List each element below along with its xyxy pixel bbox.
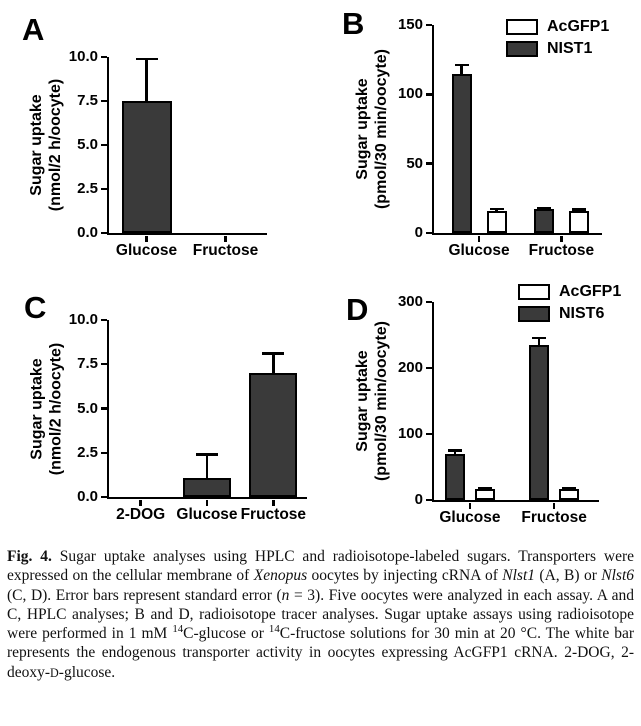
panel-B-ytick-mark — [426, 24, 432, 26]
panel-D-y-axis-title-line2: (pmol/30 min/oocyte) — [373, 320, 390, 482]
caption-segment: -glucose. — [58, 663, 116, 681]
panel-B-error-bar-cap — [455, 64, 469, 66]
panel-C-ytick-label: 0.0 — [77, 488, 98, 505]
panel-C-ytick-label: 5.0 — [77, 399, 98, 417]
caption-segment: Nlst6 — [601, 567, 634, 585]
panel-D-letter: D — [346, 292, 369, 327]
panel-D-error-bar-cap — [448, 449, 462, 451]
panel-D-bar-glucose-nist6 — [445, 454, 465, 500]
panel-C-ytick-mark — [101, 452, 107, 454]
panel-A-xtick-mark — [145, 236, 147, 242]
panel-A-ytick-mark — [101, 188, 107, 190]
panel-D-legend-label: NIST6 — [559, 305, 605, 322]
figure-caption — [7, 547, 634, 683]
panel-B-bar-glucose-acgfp1 — [487, 211, 507, 233]
caption-segment: 14 — [172, 623, 184, 636]
panel-B-category-label: Glucose — [448, 242, 510, 259]
panel-C-letter: C — [24, 290, 47, 325]
panel-B-legend-row — [506, 41, 609, 57]
panel-C-xtick-mark — [139, 500, 141, 506]
panel-B-ytick-label: 0 — [414, 224, 423, 241]
panel-C-y-axis-title-line1: Sugar uptake — [28, 357, 45, 460]
legend-swatch-nist1-icon — [506, 41, 538, 57]
panel-A-ytick-mark — [101, 232, 107, 234]
panel-A-y-axis-title-line2: (nmol/2 h/oocyte) — [47, 78, 64, 212]
caption-segment: Fig. 4. — [7, 548, 52, 565]
caption-segment: n — [281, 586, 290, 604]
panel-C-ytick-mark — [101, 496, 107, 498]
panel-A-category-label: Glucose — [115, 242, 178, 259]
caption-segment: (C, D). Error bars represent standard error ( — [7, 586, 282, 604]
panel-D-category-label: Glucose — [439, 509, 501, 526]
panel-C-ytick-label: 7.5 — [77, 355, 98, 373]
panel-C-error-bar-cap — [262, 352, 284, 354]
panel-B-legend-label: NIST1 — [547, 40, 593, 57]
panel-B — [320, 0, 641, 268]
panel-A-error-bar-cap — [136, 58, 158, 60]
panel-D-y-axis-title-line1: Sugar uptake — [354, 350, 371, 452]
panel-A-ytick-label: 7.5 — [77, 92, 98, 109]
panel-A-ytick-mark — [101, 56, 107, 58]
caption-segment: Nlst1 — [502, 567, 536, 585]
panel-D-ytick-mark — [426, 367, 432, 369]
legend-swatch-nist6-icon — [518, 306, 550, 322]
panel-C-xtick-mark — [272, 500, 274, 506]
caption-segment: (A, B) or — [535, 567, 602, 585]
panel-A-category-label: Fructose — [192, 242, 259, 259]
panel-B-y-axis-title — [353, 25, 391, 233]
legend-swatch-acgfp1-icon — [506, 19, 538, 35]
panel-A-ytick-label: 0.0 — [77, 224, 98, 241]
panel-B-error-bar-cap — [490, 208, 504, 210]
panel-B-ytick-label: 150 — [397, 16, 423, 33]
caption-segment: Xenopus — [253, 567, 308, 585]
panel-D-ytick-mark — [426, 433, 432, 435]
panel-B-ytick-label: 100 — [397, 85, 423, 103]
panel-B-ytick-mark — [426, 232, 432, 234]
panel-C-ytick-label: 2.5 — [77, 443, 98, 461]
panel-C — [0, 268, 320, 549]
panel-B-category-label: Fructose — [528, 242, 595, 259]
panel-C-error-bar-cap — [196, 453, 218, 455]
panel-A-ytick-label: 2.5 — [77, 180, 98, 197]
caption-segment: oocytes by injecting cRNA of — [307, 567, 503, 585]
panel-B-ytick-mark — [426, 93, 432, 95]
panel-B-bar-glucose-nist1 — [452, 74, 472, 233]
panel-B-legend-row — [506, 19, 609, 35]
legend-swatch-acgfp1-icon — [518, 284, 550, 300]
panel-D-legend-row — [518, 284, 621, 300]
panel-B-xtick-mark — [560, 236, 562, 242]
panel-A-letter: A — [22, 12, 45, 47]
panel-D-ytick-label: 100 — [397, 425, 423, 442]
panel-C-bar-glucose — [183, 478, 231, 497]
panel-A-error-bar — [145, 59, 147, 103]
panel-D-category-label: Fructose — [521, 509, 587, 526]
panel-B-bar-fructose-acgfp1 — [569, 211, 589, 233]
panel-C-y-axis-title-line2: (nmol/2 h/oocyte) — [47, 342, 64, 475]
panel-C-ytick-mark — [101, 319, 107, 321]
panel-B-letter: B — [342, 6, 365, 41]
panel-C-bar-fructose — [249, 373, 297, 497]
panel-A-ytick-label: 10.0 — [68, 48, 98, 65]
caption-segment: D — [50, 665, 59, 680]
caption-segment: 14 — [268, 623, 280, 636]
panel-D-xtick-mark — [553, 503, 555, 509]
panel-C-ytick-mark — [101, 363, 107, 365]
panel-C-error-bar — [206, 455, 208, 480]
panel-D-legend-label: AcGFP1 — [559, 283, 622, 300]
panel-D-bar-fructose-nist6 — [529, 345, 549, 500]
panel-B-ytick-label: 50 — [406, 154, 423, 172]
panel-D-ytick-mark — [426, 499, 432, 501]
caption-segment: = 3). Five oocytes were analyzed in each assay. A and C, HPLC analyses; B and D, radioisotope tracer analyses. Sugar uptake assays using radioisotope were performed in 1 mM — [7, 586, 634, 643]
panel-D-bar-fructose-acgfp1 — [559, 489, 579, 500]
panel-A-ytick-mark — [101, 144, 107, 146]
panel-D-ytick-mark — [426, 301, 432, 303]
panel-C-xtick-mark — [206, 500, 208, 506]
panel-D-bar-glucose-acgfp1 — [475, 489, 495, 500]
panel-D-error-bar-cap — [532, 337, 546, 339]
panel-D-ytick-label: 300 — [397, 293, 423, 310]
panel-D-ytick-label: 0 — [414, 491, 423, 508]
panel-D-ytick-label: 200 — [397, 359, 423, 376]
caption-segment: C-glucose or — [183, 625, 269, 643]
caption-segment: C-fructose solutions for 30 min at 20 °C. The white bar represents the endogenous transporter activity in oocytes expressing AcGFP1 cRNA. 2-DOG, 2-deoxy- — [7, 625, 634, 681]
panel-A-bar-glucose — [122, 101, 172, 233]
panel-D-legend — [518, 284, 621, 322]
panel-A-ytick-mark — [101, 100, 107, 102]
panel-C-error-bar — [272, 354, 274, 375]
panel-C-ytick-mark — [101, 407, 107, 409]
panel-A-ytick-label: 5.0 — [77, 136, 98, 153]
panel-B-xtick-mark — [478, 236, 480, 242]
panel-A — [0, 0, 320, 268]
panel-B-y-axis-title-line1: Sugar uptake — [354, 78, 371, 180]
panel-C-category-label: Glucose — [176, 506, 238, 523]
panel-C-ytick-label: 10.0 — [68, 311, 98, 328]
panel-B-legend-label: AcGFP1 — [547, 18, 610, 35]
panel-D-xtick-mark — [469, 503, 471, 509]
panel-D — [320, 268, 641, 549]
panel-B-legend — [506, 19, 609, 57]
panel-B-y-axis-title-line2: (pmol/30 min/oocyte) — [373, 48, 390, 210]
caption-segment: Sugar uptake analyses using HPLC and radioisotope-labeled sugars. Transporters were expressed on the cellular membrane of — [7, 548, 634, 585]
panel-B-ytick-mark — [426, 162, 432, 164]
panel-C-category-label: Fructose — [240, 506, 307, 523]
panel-A-xtick-mark — [224, 236, 226, 242]
panel-D-legend-row — [518, 306, 621, 322]
panel-D-y-axis-title — [353, 302, 391, 500]
panel-B-bar-fructose-nist1 — [534, 209, 554, 233]
panel-C-category-label: 2-DOG — [116, 506, 166, 523]
panel-A-y-axis-title-line1: Sugar uptake — [28, 94, 45, 196]
